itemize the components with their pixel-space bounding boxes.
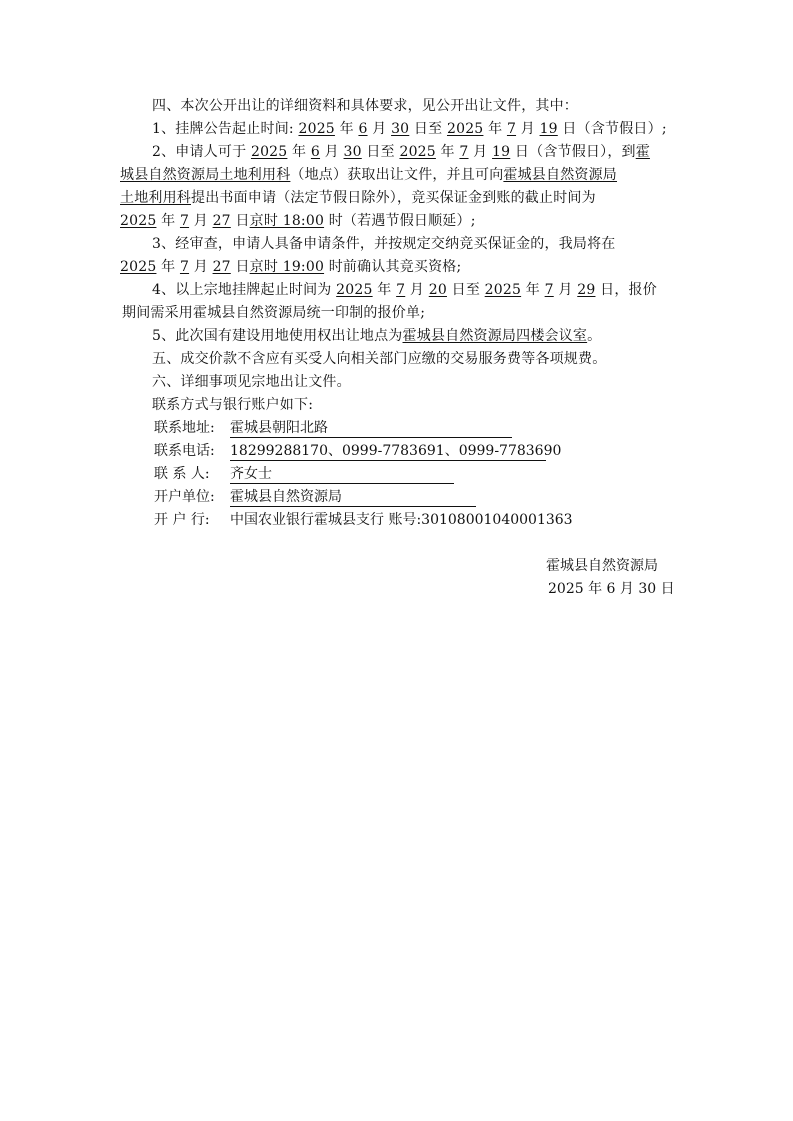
text: （地点）获取出让文件，并且可向	[290, 167, 504, 183]
contact-phone-value: 18299288170、0999-7783691、0999-7783690	[230, 443, 562, 459]
text: 年	[156, 213, 180, 229]
item-2-line-1	[152, 142, 650, 162]
year: 2025	[120, 213, 157, 229]
text: 日至	[361, 144, 400, 160]
text: 日至	[446, 282, 485, 298]
signature-organization: 霍城县自然资源局	[546, 558, 658, 574]
contact-label: 开户单位:	[154, 489, 215, 505]
account-holder-row	[154, 487, 476, 507]
day: 20	[428, 282, 447, 298]
text: 年	[483, 121, 507, 137]
text: 。	[587, 328, 602, 344]
item-5-transfer-location	[152, 326, 601, 346]
text: 5、此次国有建设用地使用权出让地点为	[152, 328, 403, 344]
day: 27	[212, 213, 231, 229]
text: 月	[405, 282, 429, 298]
item-1-listing-period	[152, 119, 667, 139]
text: 年	[156, 259, 180, 275]
item-4-line-2: 期间需采用霍城县自然资源局统一印制的报价单;	[122, 305, 426, 321]
contact-label: 联系电话:	[154, 443, 215, 459]
year: 2025	[399, 144, 436, 160]
year: 2025	[298, 121, 335, 137]
text: 提出书面申请（法定节假日除外），竞买保证金到账的截止时间为	[191, 190, 596, 206]
contact-label: 联 系 人:	[154, 466, 210, 482]
year: 2025	[120, 259, 157, 275]
text: 日（含节假日）;	[557, 121, 667, 137]
contact-phone-row	[154, 441, 562, 461]
contact-person-value: 齐女士	[230, 466, 454, 484]
contact-person-row	[154, 464, 454, 484]
day: 27	[212, 259, 231, 275]
day: 30	[343, 144, 362, 160]
contact-address-value: 霍城县朝阳北路	[230, 420, 512, 438]
signature-date: 2025 年 6 月 30 日	[548, 581, 675, 597]
bank-row	[154, 510, 573, 530]
section-five: 五、成交价款不含应有买受人向相关部门应缴的交易服务费等各项规费。	[152, 351, 607, 367]
item-2-line-4	[120, 211, 476, 231]
item-4-line-1	[152, 280, 657, 300]
item-3-line-1: 3、经审查，申请人具备申请条件，并按规定交纳竞买保证金的，我局将在	[152, 236, 616, 252]
contact-intro: 联系方式与银行账户如下:	[152, 397, 314, 413]
day: 19	[539, 121, 558, 137]
text: 1、挂牌公告起止时间:	[152, 121, 299, 137]
section-four-heading: 四、本次公开出让的详细资料和具体要求，见公开出让文件，其中：	[152, 98, 578, 114]
day: 29	[577, 282, 596, 298]
item-3-line-2	[120, 257, 461, 277]
location: 霍	[635, 144, 650, 160]
contact-label: 联系地址:	[154, 420, 215, 436]
text: 时前确认其竞买资格;	[324, 259, 462, 275]
text: 月	[189, 213, 213, 229]
month: 7	[544, 282, 554, 298]
month: 7	[506, 121, 517, 137]
location: 霍城县自然资源局四楼会议室	[402, 328, 588, 344]
text: 月	[553, 282, 578, 298]
text: 日	[230, 259, 250, 275]
text: 时（若遇节假日顺延）;	[324, 213, 476, 229]
time: 京时 18:00	[249, 213, 325, 229]
contact-label: 开 户 行:	[154, 512, 210, 528]
bank-account-value: 中国农业银行霍城县支行 账号:30108001040001363	[230, 512, 573, 528]
text: 年	[521, 282, 545, 298]
text: 日至	[409, 121, 447, 137]
month: 7	[179, 259, 190, 275]
location: 土地利用科	[120, 190, 191, 206]
contact-address-row	[154, 418, 512, 438]
text: 月	[516, 121, 540, 137]
time: 京时 19:00	[249, 259, 325, 275]
text: 月	[189, 259, 213, 275]
text: 月	[367, 121, 392, 137]
month: 7	[459, 144, 469, 160]
account-holder-value: 霍城县自然资源局	[230, 489, 476, 507]
year: 2025	[484, 282, 522, 298]
section-six: 六、详细事项见宗地出让文件。	[152, 374, 351, 390]
year: 2025	[250, 144, 288, 160]
text: 日，报价	[595, 282, 657, 298]
year: 2025	[336, 282, 373, 298]
text: 4、以上宗地挂牌起止时间为	[152, 282, 337, 298]
location: 城县自然资源局土地利用科	[120, 167, 291, 183]
item-2-line-3	[120, 188, 596, 208]
day: 30	[391, 121, 410, 137]
text: 日	[230, 213, 250, 229]
text: 年	[334, 121, 359, 137]
month: 7	[396, 282, 406, 298]
text: 年	[287, 144, 311, 160]
location: 霍城县自然资源局	[503, 167, 618, 183]
year: 2025	[446, 121, 484, 137]
month: 6	[310, 144, 321, 160]
day: 19	[492, 144, 511, 160]
text: 日（含节假日），到	[510, 144, 636, 160]
text: 月	[320, 144, 344, 160]
text: 年	[372, 282, 397, 298]
text: 年	[435, 144, 460, 160]
month: 7	[179, 213, 190, 229]
text: 月	[468, 144, 493, 160]
month: 6	[358, 121, 368, 137]
item-2-line-2	[120, 165, 617, 185]
text: 2、申请人可于	[152, 144, 251, 160]
